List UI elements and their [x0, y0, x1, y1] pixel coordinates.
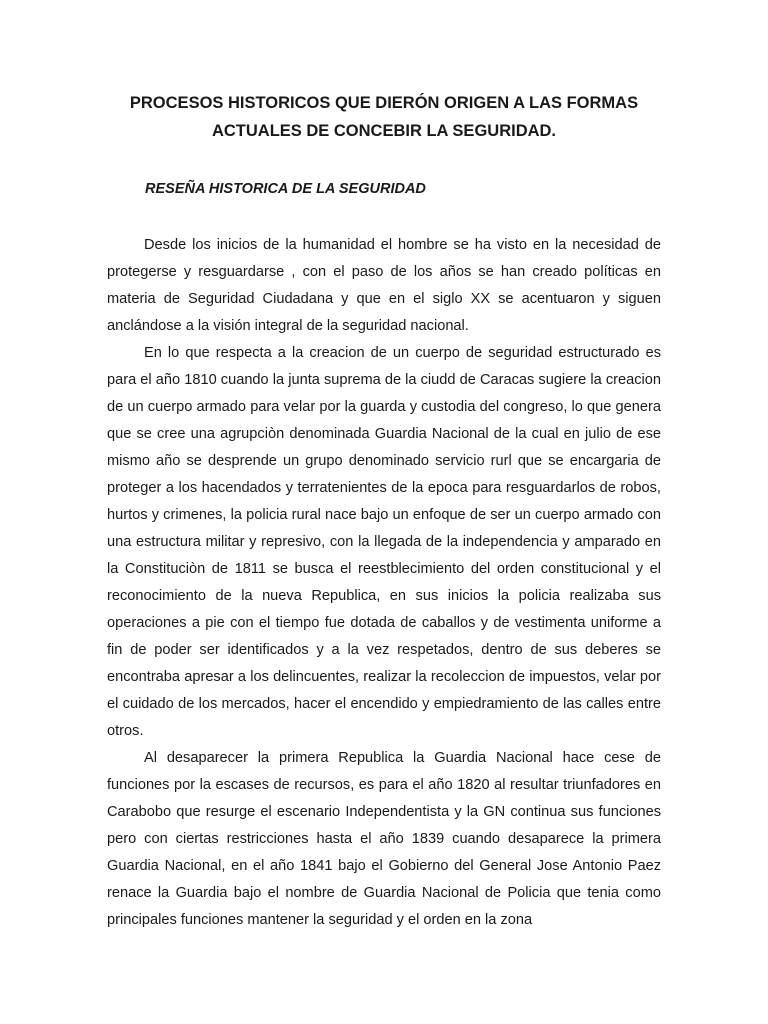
- document-title-line-1: PROCESOS HISTORICOS QUE DIERÓN ORIGEN A LAS FORMAS: [129, 94, 639, 112]
- paragraph-1: Desde los inicios de la humanidad el hombre se ha visto en la necesidad de protegerse y resguardarse , con el paso de los años se han creado políticas en materia de Seguridad Ciudadana y que en el siglo XX se acentuaron y siguen anclándose a la visión integral de la seguridad nacional.: [107, 237, 661, 334]
- paragraph-3: Al desaparecer la primera Republica la Guardia Nacional hace cese de funciones por la escases de recursos, es para el año 1820 al resultar triunfadores en Carabobo que resurge el escenario Independentista y la GN continua sus funciones pero con ciertas restricciones hasta el año 1839 cuando desaparece la primera Guardia Nacional, en el año 1841 bajo el Gobierno del General Jose Antonio Paez renace la Guardia bajo el nombre de Guardia Nacional de Policia que tenia como principales funciones mantener la seguridad y el orden en la zona: [107, 750, 661, 928]
- paragraph-2: En lo que respecta a la creacion de un cuerpo de seguridad estructurado es para el año 1810 cuando la junta suprema de la ciudd de Caracas sugiere la creacion de un cuerpo armado para velar por la guarda y custodia del congreso, lo que genera que se cree una agrupciòn denominada Guardia Nacional de la cual en julio de ese mismo año se desprende un grupo denominado servicio rurl que se encargaria de proteger a los hacendados y terratenientes de la epoca para resguardarlos de robos, hurtos y crimenes, la policia rural nace bajo un enfoque de ser un cuerpo armado con una estructura militar y represivo, con la llegada de la independencia y amparado en la Constituciòn de 1811 se busca el reestblecimiento del orden constitucional y el reconocimiento de la nueva Republica, en sus inicios la policia realizaba sus operaciones a pie con el tiempo fue dotada de caballos y de vestimenta uniforme a fin de poder ser identificados y a la vez respetados, dentro de sus deberes se encontraba apresar a los delincuentes, realizar la recoleccion de impuestos, velar por el cuidado de los mercados, hacer el encendido y empiedramiento de las calles entre otros.: [107, 345, 661, 739]
- section-heading: RESEÑA HISTORICA DE LA SEGURIDAD: [145, 181, 426, 197]
- body-text: [107, 232, 661, 934]
- document-title-line-2: ACTUALES DE CONCEBIR LA SEGURIDAD.: [211, 122, 557, 140]
